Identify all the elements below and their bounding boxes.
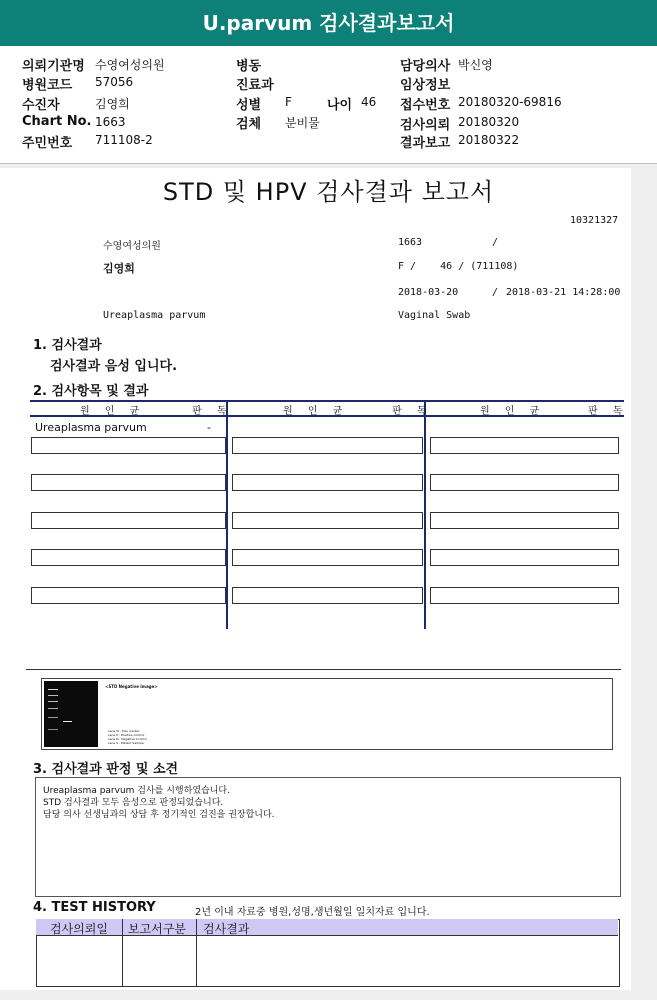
opinion-box (35, 777, 621, 897)
receipt-value: 20180320-69816 (458, 95, 562, 109)
result-box (430, 437, 619, 454)
table-col-divider-2 (424, 400, 426, 629)
dept-label: 진료과 (236, 78, 274, 93)
report-value: 20180322 (458, 133, 520, 147)
col-result-1: 판 독 (192, 406, 233, 417)
doc-date-slash: / (492, 287, 499, 298)
result-box (430, 587, 619, 604)
doc-patient: 김영희 (103, 262, 135, 275)
request-value: 20180320 (458, 115, 520, 129)
chart-label: Chart No. (22, 114, 92, 129)
gel-legend-item: Lane P : Positive Control (108, 733, 145, 737)
ward-label: 병동 (236, 59, 262, 74)
opinion-line: STD 검사결과 모두 음성으로 판정되었습니다. (43, 798, 224, 808)
history-col-request-date: 검사의뢰일 (50, 922, 108, 936)
section-divider (26, 669, 621, 670)
gel-band (48, 708, 58, 709)
hospital-code-value: 57056 (95, 75, 134, 89)
opinion-line: Ureaplasma parvum 검사를 시행하였습니다. (43, 786, 230, 796)
patient-value: 김영희 (95, 97, 130, 111)
id-label: 주민번호 (22, 136, 73, 151)
section4-heading: 4. TEST HISTORY (33, 900, 156, 915)
section3-heading: 3. 검사결과 판정 및 소견 (33, 762, 179, 777)
patient-label: 수진자 (22, 98, 60, 113)
result-box (430, 549, 619, 566)
gel-band (48, 695, 58, 696)
gel-band (48, 717, 58, 718)
gel-band (48, 689, 58, 690)
gel-legend-item: Lane S : Patient Sample (108, 741, 144, 745)
table-col-divider-1 (226, 400, 228, 629)
row1-result: - (207, 421, 211, 434)
gel-title: <STD Negative Image> (105, 684, 158, 689)
result-box (31, 587, 226, 604)
doc-chart: 1663 (398, 237, 423, 248)
history-col-divider-1 (122, 919, 123, 986)
receipt-label: 접수번호 (400, 98, 451, 113)
report-label: 결과보고 (400, 136, 451, 151)
request-label: 검사의뢰 (400, 118, 451, 133)
col-organism-1: 원 인 균 (80, 406, 146, 417)
history-col-report-type: 보고서구분 (128, 922, 186, 936)
clinical-label: 임상정보 (400, 78, 451, 93)
institution-label: 의뢰기관명 (22, 59, 85, 74)
history-table-header (36, 919, 618, 936)
col-result-3: 판 독 (588, 406, 629, 417)
chart-value: 1663 (95, 115, 126, 129)
gel-legend (108, 729, 147, 745)
col-organism-2: 원 인 균 (283, 406, 349, 417)
gel-legend-item: Lane M : Size marker (108, 729, 140, 733)
age-value: 46 (361, 95, 377, 109)
report-title-bar (0, 0, 657, 46)
gel-band (48, 729, 58, 730)
row1-organism: Ureaplasma parvum (35, 421, 147, 434)
result-box (31, 437, 226, 454)
result-box (232, 512, 423, 529)
result-box (430, 512, 619, 529)
doctor-label: 담당의사 (400, 59, 451, 74)
doc-date-received: 2018-03-20 (398, 287, 459, 298)
gel-legend-item: Lane N : Negative Control (108, 737, 147, 741)
section1-result: 검사결과 음성 입니다. (50, 359, 178, 374)
doc-institution: 수영여성의원 (103, 241, 161, 252)
col-organism-3: 원 인 균 (480, 406, 546, 417)
gel-band (48, 701, 58, 702)
history-col-result: 검사결과 (203, 922, 250, 936)
bottom-gutter (0, 990, 657, 1000)
sex-label: 성별 (236, 98, 262, 113)
id-value: 711108-2 (95, 133, 153, 147)
age-label: 나이 (327, 98, 353, 113)
doctor-value: 박신영 (458, 58, 493, 72)
section1-heading: 1. 검사결과 (33, 338, 102, 353)
result-box (232, 474, 423, 491)
section2-heading: 2. 검사항목 및 결과 (33, 384, 149, 399)
sex-value: F (285, 95, 292, 109)
doc-chart-slash: / (492, 237, 499, 248)
gel-image (44, 681, 98, 747)
result-box (31, 549, 226, 566)
doc-test-name: Ureaplasma parvum (103, 310, 206, 321)
result-box (232, 587, 423, 604)
document-title: STD 및 HPV 검사결과 보고서 (162, 178, 495, 206)
result-box (31, 474, 226, 491)
doc-specimen: Vaginal Swab (398, 310, 471, 321)
specimen-value: 분비물 (285, 116, 320, 130)
history-note: 2년 이내 자료중 병원,성명,생년월일 일치자료 입니다. (195, 907, 430, 918)
result-box (232, 549, 423, 566)
hospital-code-label: 병원코드 (22, 78, 73, 93)
header-gap (0, 164, 657, 168)
gel-image-panel (41, 678, 613, 750)
doc-sex-age: F / 46 / (711108) (398, 261, 519, 272)
document-code: 10321327 (570, 215, 619, 226)
institution-value: 수영여성의원 (95, 58, 165, 72)
result-box (430, 474, 619, 491)
right-gutter (631, 168, 657, 1000)
history-col-divider-2 (196, 919, 197, 986)
specimen-label: 검체 (236, 117, 262, 132)
opinion-line: 담당 의사 선생님과의 상담 후 정기적인 검진을 권장합니다. (43, 810, 275, 820)
result-box (232, 437, 423, 454)
result-box (31, 512, 226, 529)
gel-band (63, 721, 72, 722)
col-result-2: 판 독 (392, 406, 433, 417)
report-title: U.parvum 검사결과보고서 (202, 11, 455, 35)
doc-date-reported: 2018-03-21 14:28:00 (506, 287, 621, 298)
